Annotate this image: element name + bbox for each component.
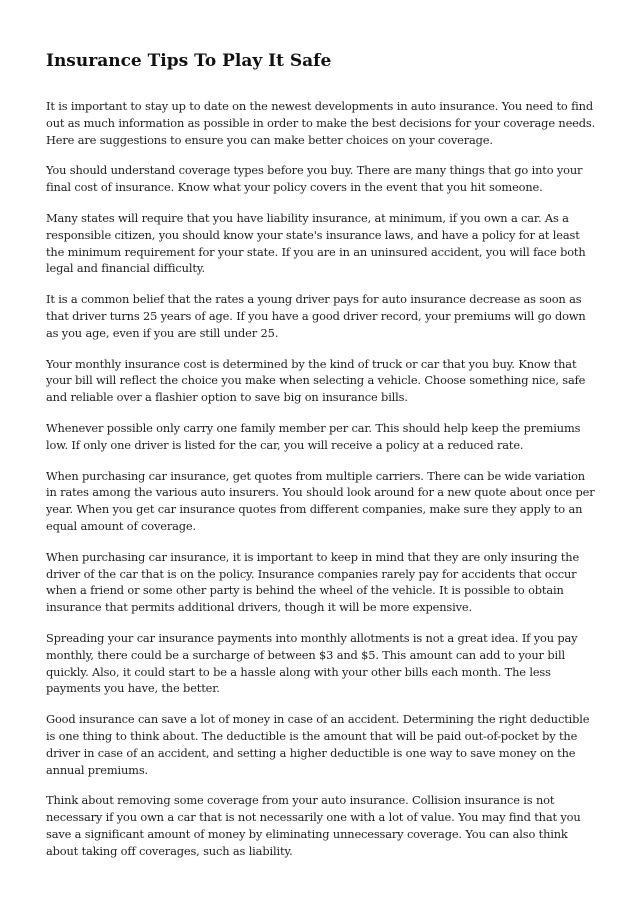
paragraph: It is a common belief that the rates a young driver pays for auto insurance decrease as soon as that driver turns 25 years of age. If you have a good driver record, your premiums will go down as you age, even if you are still under 25. [46,292,586,340]
paragraph: Your monthly insurance cost is determined by the kind of truck or car that you buy. Know that your bill will reflect the choice you make when selecting a vehicle. Choose something nice, safe and reliable over a flashier option to save big on insurance bills. [46,356,586,405]
document-page [46,50,598,873]
paragraph: Spreading your car insurance payments into monthly allotments is not a great idea. If you pay monthly, there could be a surcharge of between $3 and $5. This amount can add to your bill quickly. Also, it could start to be a hassle along with your other bills each month. The less payments you have, the better. [46,630,578,696]
paragraph: Good insurance can save a lot of money in case of an accident. Determining the right deductible is one thing to think about. The deductible is the amount that will be paid out-of-pocket by the driver in case of an accident, and setting a higher deductible is one way to save money on the annual premiums. [46,712,590,777]
document-title: Insurance Tips To Play It Safe [46,51,332,71]
paragraph: Many states will require that you have liability insurance, at minimum, if you own a car. As a responsible citizen, you should know your state's insurance laws, and have a policy for at least the minimum requirement for your state. If you are in an uninsured accident, you will face both legal and financial difficulty. [46,210,586,276]
paragraph: When purchasing car insurance, it is important to keep in mind that they are only insuring the driver of the car that is on the policy. Insurance companies rarely pay for accidents that occur when a friend or some other party is behind the wheel of the vehicle. It is possible to obtain insurance that permits additional drivers, though it will be more expensive. [46,549,580,615]
paragraph: You should understand coverage types before you buy. There are many things that go into your final cost of insurance. Know what your policy covers in the event that you hit someone. [46,163,583,195]
paragraph: Whenever possible only carry one family member per car. This should help keep the premiums low. If only one driver is listed for the car, you will receive a policy at a reduced rate. [46,420,581,452]
paragraph: It is important to stay up to date on the newest developments in auto insurance. You need to find out as much information as possible in order to make the best decisions for your coverage needs. Here are suggestions to ensure you can make better choices on your coverage. [46,99,596,147]
paragraph: When purchasing car insurance, get quotes from multiple carriers. There can be wide variation in rates among the various auto insurers. You should look around for a new quote about once per year. When you get car insurance quotes from different companies, make sure they apply to an equal amount of coverage. [46,468,595,533]
paragraph: Think about removing some coverage from your auto insurance. Collision insurance is not necessary if you own a car that is not necessarily one with a lot of value. You may find that you save a significant amount of money by eliminating unnecessary coverage. You can also think about taking off coverages, such as liability. [46,793,581,858]
